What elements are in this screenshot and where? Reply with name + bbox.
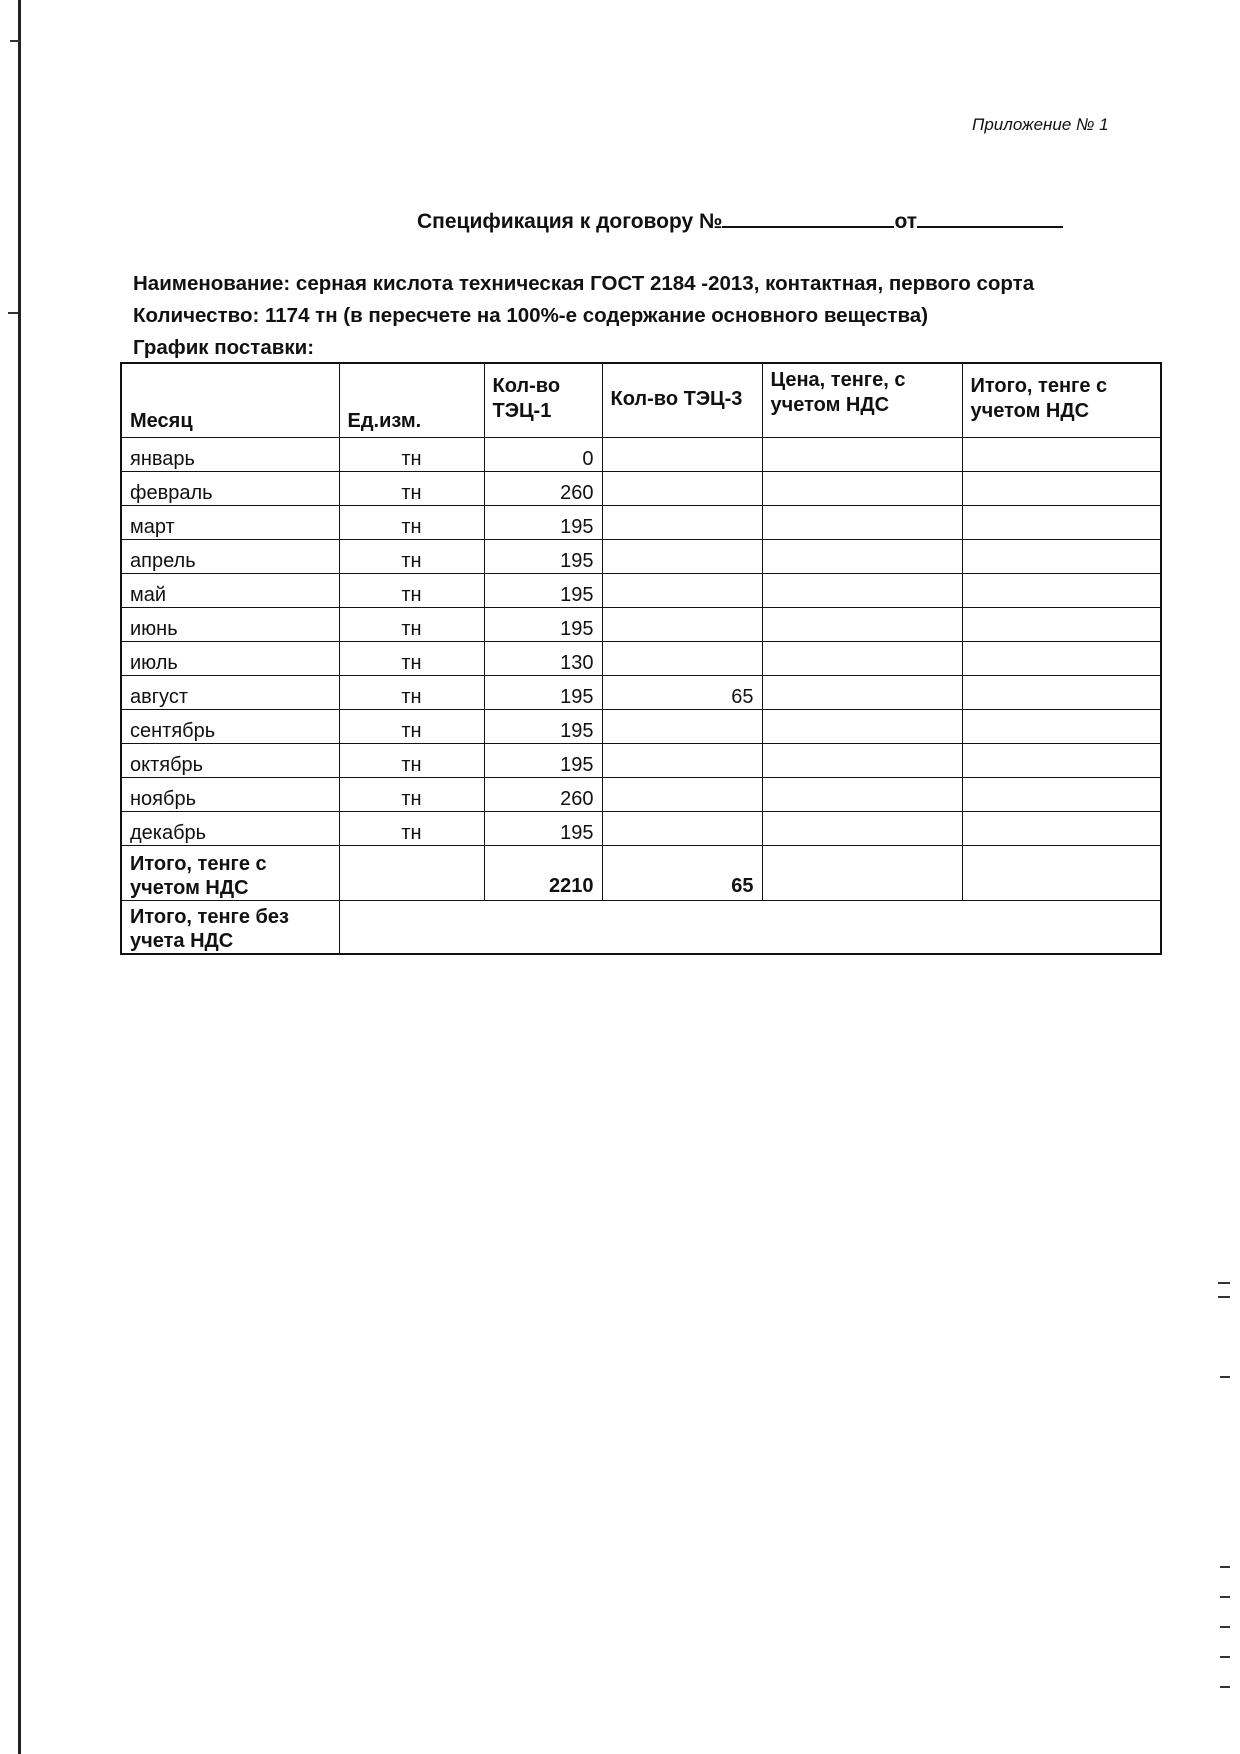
total-cell	[962, 778, 1161, 812]
tec3-cell	[602, 438, 762, 472]
total-without-vat-row	[121, 901, 1161, 955]
table-row	[121, 574, 1161, 608]
total-cell	[962, 812, 1161, 846]
tec3-cell	[602, 642, 762, 676]
tec3-cell	[602, 744, 762, 778]
spec-title	[417, 208, 1063, 234]
tec3-cell	[602, 608, 762, 642]
month-cell: октябрь	[121, 744, 339, 778]
month-cell: март	[121, 506, 339, 540]
tec1-cell: 195	[484, 676, 602, 710]
tec1-cell: 195	[484, 540, 602, 574]
tec1-cell: 195	[484, 506, 602, 540]
unit-cell: тн	[339, 744, 484, 778]
total-price-cell	[762, 846, 962, 901]
scan-edge-line	[18, 0, 21, 1754]
quantity-line: Количество: 1174 тн (в пересчете на 100%-е содержание основного вещества)	[133, 304, 929, 327]
tec1-cell: 195	[484, 574, 602, 608]
month-cell: февраль	[121, 472, 339, 506]
total-cell	[962, 438, 1161, 472]
unit-cell: тн	[339, 540, 484, 574]
scan-mark	[1220, 1686, 1230, 1688]
table-row	[121, 642, 1161, 676]
table-row	[121, 540, 1161, 574]
spec-title-prefix: Спецификация к договору №	[417, 210, 723, 233]
price-cell	[762, 608, 962, 642]
price-cell	[762, 438, 962, 472]
scan-mark	[1220, 1656, 1230, 1658]
total-sum-cell	[962, 846, 1161, 901]
total-tec1-cell: 2210	[484, 846, 602, 901]
price-cell	[762, 744, 962, 778]
tec3-cell: 65	[602, 676, 762, 710]
tec3-cell	[602, 812, 762, 846]
unit-cell: тн	[339, 438, 484, 472]
schedule-label: График поставки:	[133, 336, 315, 359]
header-unit: Ед.изм.	[339, 363, 484, 438]
month-cell: апрель	[121, 540, 339, 574]
total-cell	[962, 574, 1161, 608]
total-with-vat-label: Итого, тенге с учетом НДС	[121, 846, 339, 901]
unit-cell: тн	[339, 812, 484, 846]
tec1-cell: 195	[484, 744, 602, 778]
price-cell	[762, 710, 962, 744]
price-cell	[762, 642, 962, 676]
total-without-vat-label: Итого, тенге без учета НДС	[121, 901, 339, 955]
table-row	[121, 812, 1161, 846]
tec1-cell: 260	[484, 472, 602, 506]
tec1-cell: 195	[484, 812, 602, 846]
total-cell	[962, 744, 1161, 778]
total-cell	[962, 676, 1161, 710]
total-unit-cell	[339, 846, 484, 901]
total-tec3-cell: 65	[602, 846, 762, 901]
tec3-cell	[602, 710, 762, 744]
product-name-line: Наименование: серная кислота техническая ГОСТ 2184 -2013, контактная, первого сорта	[133, 272, 1035, 295]
price-cell	[762, 812, 962, 846]
contract-number-blank	[722, 208, 894, 228]
price-cell	[762, 778, 962, 812]
price-cell	[762, 506, 962, 540]
table-row	[121, 438, 1161, 472]
delivery-schedule-table	[120, 362, 1162, 955]
unit-cell: тн	[339, 574, 484, 608]
total-without-vat-value	[339, 901, 1161, 955]
table-row	[121, 608, 1161, 642]
month-cell: июнь	[121, 608, 339, 642]
total-cell	[962, 506, 1161, 540]
price-cell	[762, 472, 962, 506]
table-row	[121, 506, 1161, 540]
price-cell	[762, 676, 962, 710]
month-cell: ноябрь	[121, 778, 339, 812]
scan-mark	[1218, 1296, 1230, 1298]
scan-mark	[1220, 1566, 1230, 1568]
tec3-cell	[602, 472, 762, 506]
unit-cell: тн	[339, 676, 484, 710]
total-cell	[962, 710, 1161, 744]
total-cell	[962, 540, 1161, 574]
table-row	[121, 472, 1161, 506]
scan-mark	[10, 40, 20, 42]
tec1-cell: 130	[484, 642, 602, 676]
header-price: Цена, тенге, с учетом НДС	[762, 363, 962, 438]
table-row	[121, 710, 1161, 744]
spec-title-from: от	[894, 210, 918, 233]
table-row	[121, 778, 1161, 812]
header-qty-tec1: Кол-во ТЭЦ-1	[484, 363, 602, 438]
scan-mark	[1220, 1596, 1230, 1598]
month-cell: январь	[121, 438, 339, 472]
tec1-cell: 0	[484, 438, 602, 472]
scan-mark	[8, 312, 18, 314]
tec3-cell	[602, 540, 762, 574]
scan-mark	[1218, 1282, 1230, 1284]
header-total: Итого, тенге с учетом НДС	[962, 363, 1161, 438]
table-row	[121, 676, 1161, 710]
unit-cell: тн	[339, 778, 484, 812]
appendix-label: Приложение № 1	[972, 115, 1109, 134]
unit-cell: тн	[339, 506, 484, 540]
unit-cell: тн	[339, 642, 484, 676]
price-cell	[762, 540, 962, 574]
total-cell	[962, 472, 1161, 506]
tec1-cell: 195	[484, 710, 602, 744]
header-qty-tec3: Кол-во ТЭЦ-3	[602, 363, 762, 438]
total-with-vat-row	[121, 846, 1161, 901]
month-cell: май	[121, 574, 339, 608]
table-header-row	[121, 363, 1161, 438]
total-cell	[962, 642, 1161, 676]
tec1-cell: 260	[484, 778, 602, 812]
tec3-cell	[602, 506, 762, 540]
month-cell: декабрь	[121, 812, 339, 846]
tec1-cell: 195	[484, 608, 602, 642]
total-cell	[962, 608, 1161, 642]
header-month: Месяц	[121, 363, 339, 438]
unit-cell: тн	[339, 608, 484, 642]
month-cell: август	[121, 676, 339, 710]
unit-cell: тн	[339, 710, 484, 744]
table-row	[121, 744, 1161, 778]
price-cell	[762, 574, 962, 608]
month-cell: июль	[121, 642, 339, 676]
month-cell: сентябрь	[121, 710, 339, 744]
tec3-cell	[602, 574, 762, 608]
scan-mark	[1220, 1376, 1230, 1378]
unit-cell: тн	[339, 472, 484, 506]
tec3-cell	[602, 778, 762, 812]
contract-date-blank	[917, 208, 1063, 228]
scan-mark	[1220, 1626, 1230, 1628]
